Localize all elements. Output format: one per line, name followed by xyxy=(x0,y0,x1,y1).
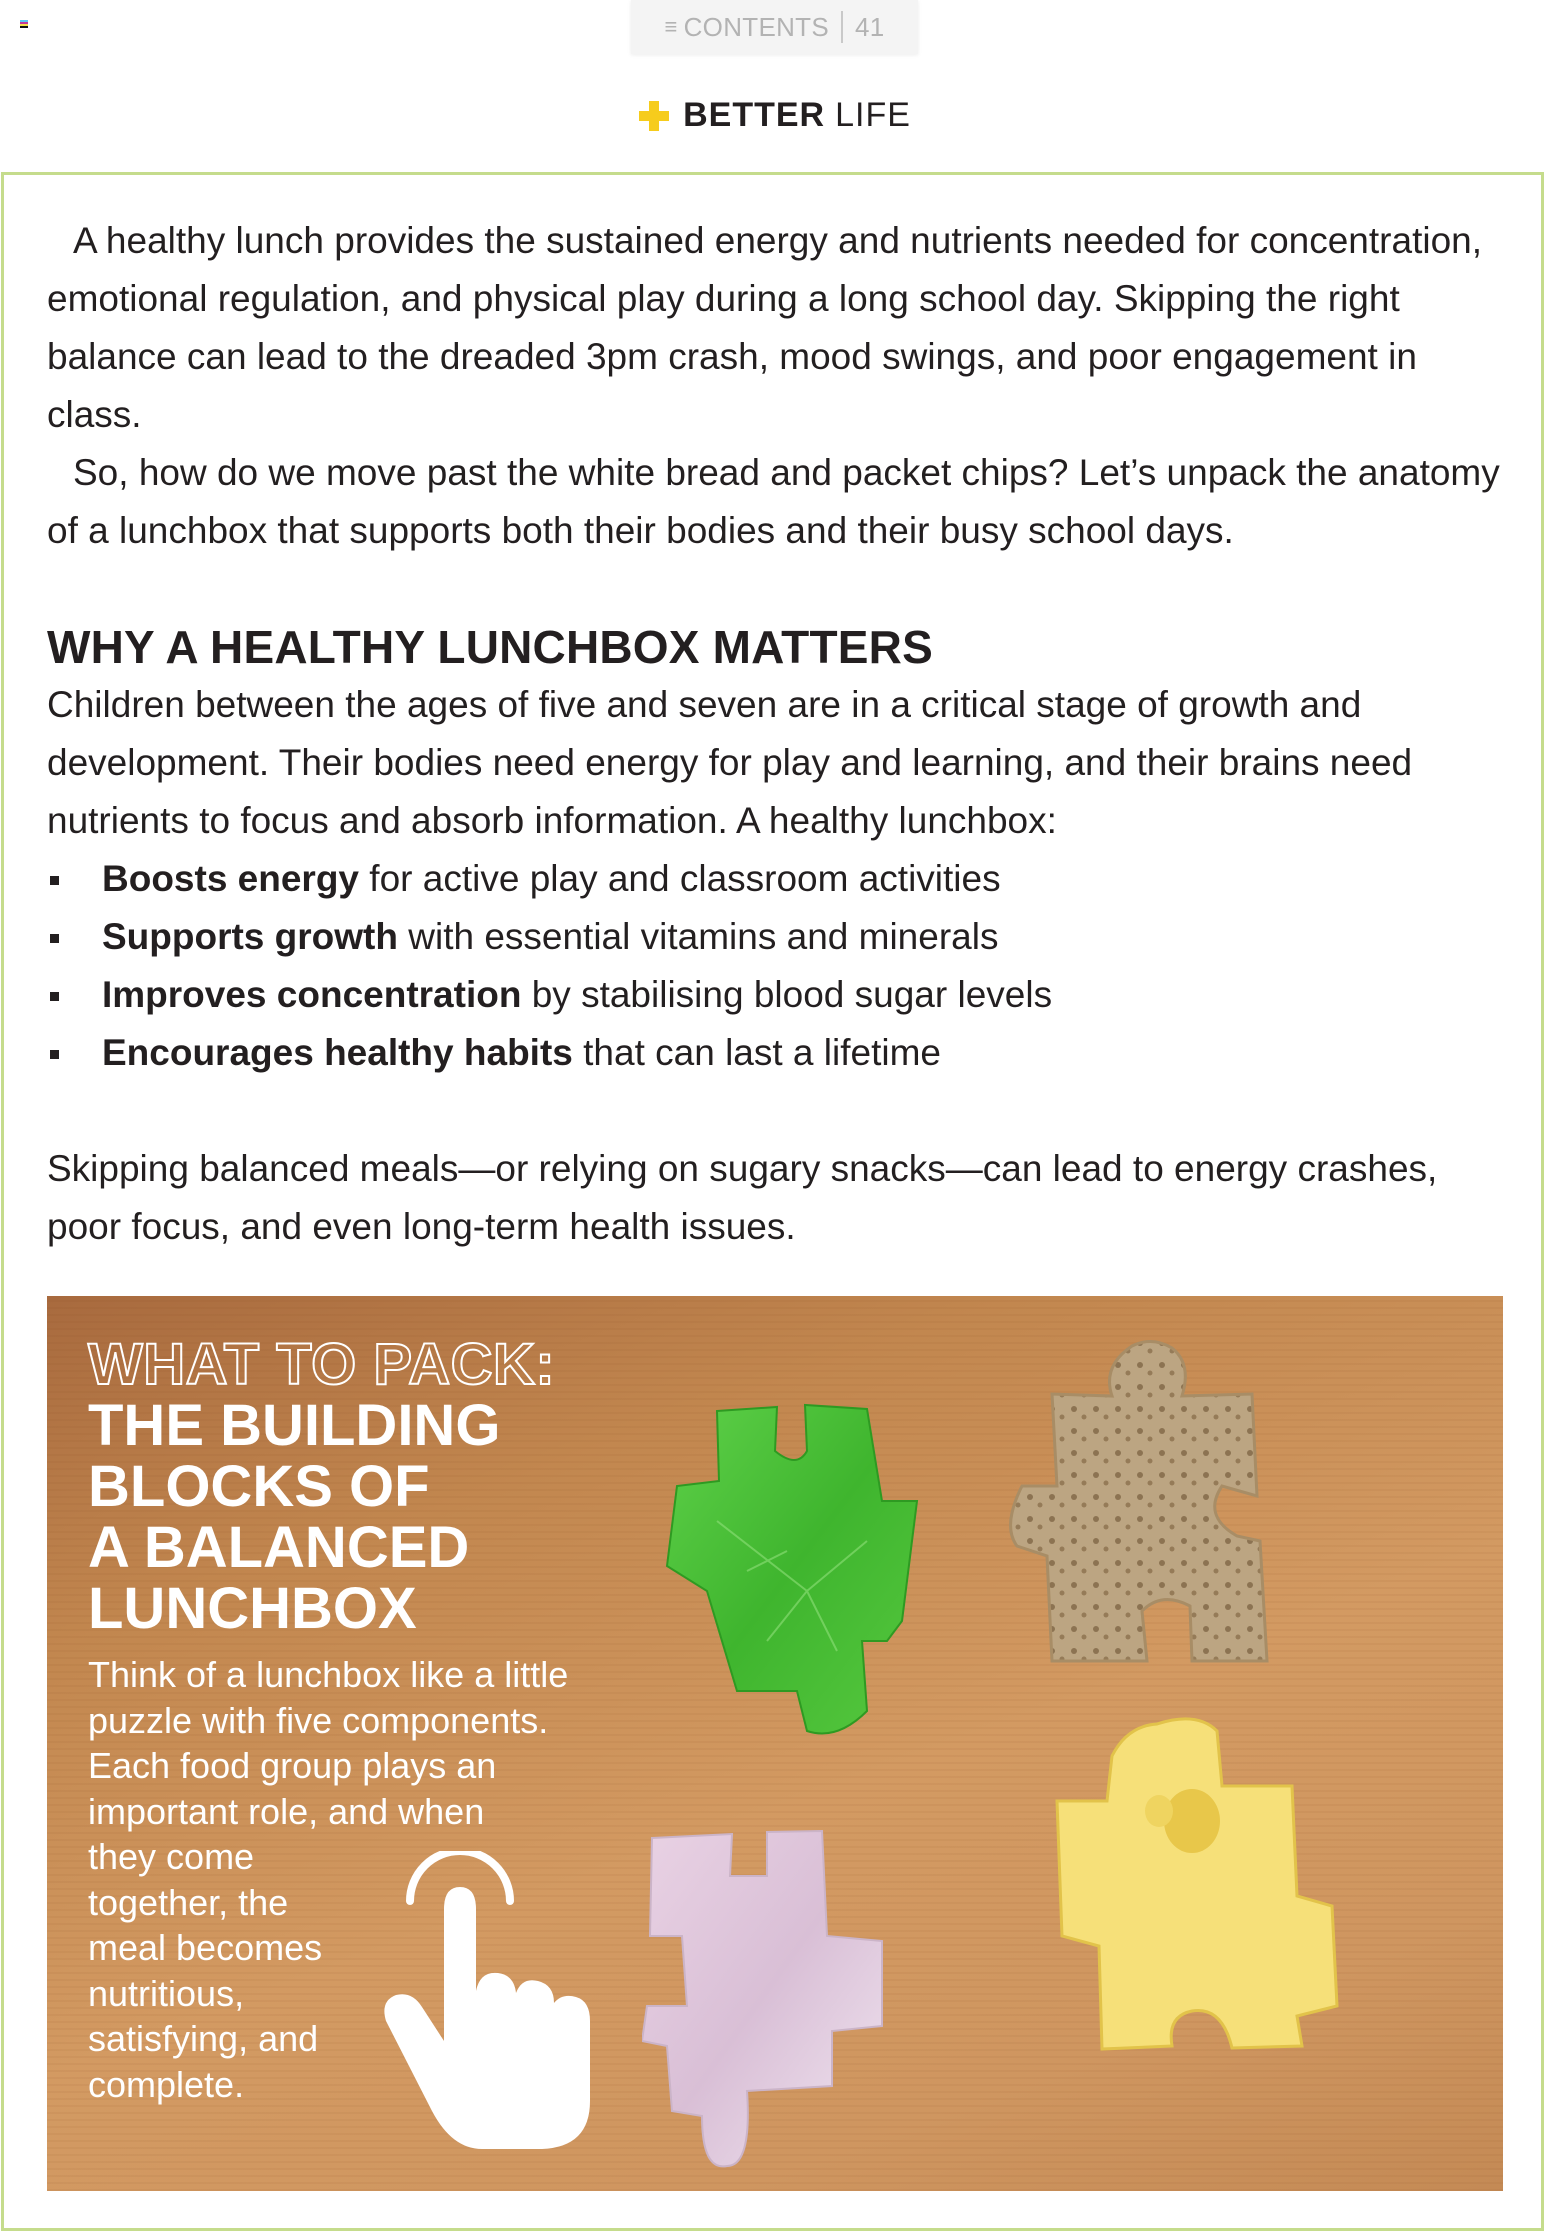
contents-button[interactable] xyxy=(631,0,918,54)
intro-paragraph-1: A healthy lunch provides the sustained energy and nutrients needed for concentration, emotional regulation, and physical play during a long school day. Skipping the right balance can lead to the dreaded 3pm crash, mood swings, and poor engagement in class. xyxy=(47,220,1482,435)
ham-puzzle-piece xyxy=(642,1826,1042,2186)
lettuce-puzzle-piece xyxy=(657,1391,997,1751)
hero-body-line: satisfying, and xyxy=(88,2018,319,2059)
page-number: 41 xyxy=(855,11,885,42)
hero-title-line: A BALANCED xyxy=(88,1515,470,1580)
section-heading: WHY A HEALTHY LUNCHBOX MATTERS xyxy=(47,621,933,673)
benefits-list xyxy=(47,850,1507,1082)
brand-light: LIFE xyxy=(835,96,911,134)
hero-title-line: LUNCHBOX xyxy=(88,1576,417,1641)
hero-body-line: puzzle with five components. xyxy=(88,1699,549,1741)
bullet-text: by stabilising blood sugar levels xyxy=(521,974,1053,1015)
plus-icon xyxy=(639,101,669,131)
bullet-bold: Encourages healthy habits xyxy=(102,1032,573,1073)
section-brand xyxy=(0,96,1550,135)
bullet-text: for active play and classroom activities xyxy=(359,858,1001,899)
bullet-bold: Improves concentration xyxy=(102,974,522,1015)
hero-title-line: THE BUILDING xyxy=(88,1393,501,1458)
hero-body-line: meal becomes xyxy=(88,1927,323,1968)
tap-hand-icon[interactable] xyxy=(382,1851,602,2151)
section-lead: Children between the ages of five and seven are in a critical stage of growth and development. Their bodies need energy for play and learning, and their brains need nutrients to focus and absorb information. A healthy lunchbox: xyxy=(47,684,1413,841)
print-registration-marks xyxy=(20,20,28,28)
cheese-puzzle-piece xyxy=(1047,1716,1447,2136)
bullet-text: that can last a lifetime xyxy=(572,1032,941,1073)
list-item xyxy=(47,966,1507,1024)
hero-body-line: Each food group plays an xyxy=(88,1745,497,1786)
bread-puzzle-piece xyxy=(1002,1336,1382,1736)
menu-icon: ≡ xyxy=(664,14,678,39)
hero-title-outline: WHAT TO PACK: xyxy=(88,1332,556,1397)
print-mark-black xyxy=(20,26,28,28)
bullet-bold: Boosts energy xyxy=(102,858,360,899)
article-body xyxy=(47,212,1507,1256)
hero-body-line: they come xyxy=(88,1836,255,1877)
bullet-bold: Supports growth xyxy=(102,916,398,957)
closing-paragraph: Skipping balanced meals—or relying on sugary snacks—can lead to energy crashes, poor focus, and even long-term health issues. xyxy=(47,1148,1438,1247)
brand-bold: BETTER xyxy=(683,96,826,134)
hero-body-line: important role, and when xyxy=(88,1790,485,1832)
hero-body-line: complete. xyxy=(88,2063,245,2105)
bullet-text: with essential vitamins and minerals xyxy=(397,916,999,957)
contents-divider xyxy=(841,11,843,43)
hero-body-line: together, the xyxy=(88,1881,289,1923)
list-item xyxy=(47,908,1507,966)
hero-title-line: BLOCKS OF xyxy=(88,1454,430,1519)
list-item xyxy=(47,1024,1507,1082)
contents-label: CONTENTS xyxy=(683,11,829,42)
list-item xyxy=(47,850,1507,908)
hero-body-line: Think of a lunchbox like a little xyxy=(88,1654,569,1695)
hero-body-line: nutritious, xyxy=(88,1972,245,2014)
hero-image-panel xyxy=(47,1296,1503,2191)
intro-paragraph-2: So, how do we move past the white bread and packet chips? Let’s unpack the anatomy of a lunchbox that supports both their bodies and their busy school days. xyxy=(47,452,1500,551)
hero-title xyxy=(88,1334,555,1639)
